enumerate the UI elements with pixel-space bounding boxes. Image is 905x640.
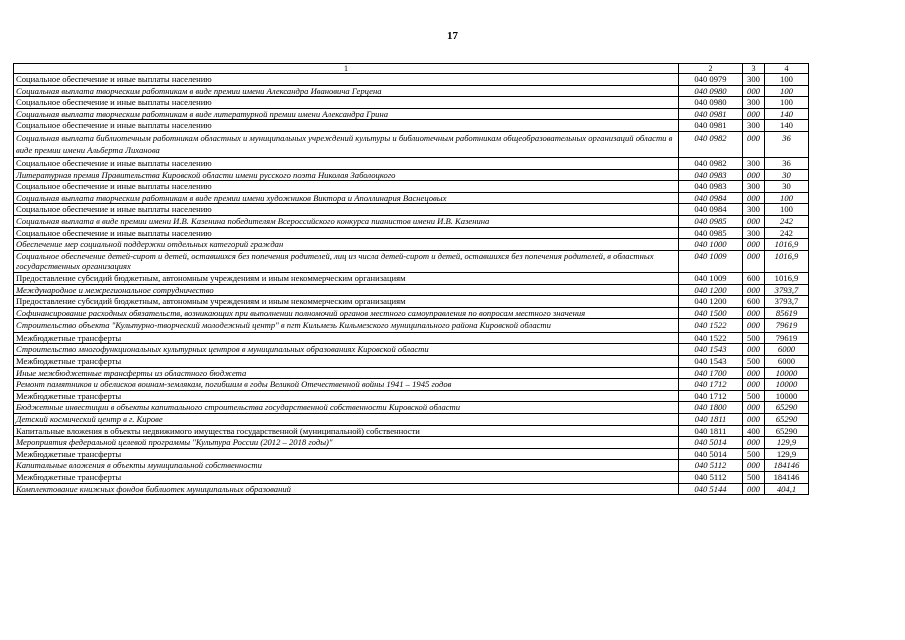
row-name-cell: Международное и межрегиональное сотрудничество (14, 284, 679, 296)
table-row (14, 425, 809, 437)
row-code-cell: 040 0979 (679, 74, 743, 86)
row-name-cell: Строительство объекта "Культурно-творческий молодежный центр" в пгт Кильмезь Кильмезского муниципального района Кировской области (14, 319, 679, 333)
row-code-cell: 040 0980 (679, 85, 743, 97)
row-name-cell: Мероприятия федеральной целевой программы "Культура России (2012 – 2018 годы)" (14, 437, 679, 449)
table-row (14, 367, 809, 379)
row-amount-cell: 36 (765, 157, 809, 169)
row-amount-cell: 79619 (765, 319, 809, 333)
row-name-cell: Социальное обеспечение и иные выплаты населению (14, 74, 679, 86)
row-amount-cell: 30 (765, 181, 809, 193)
table-row (14, 344, 809, 356)
table-row (14, 390, 809, 402)
row-name-cell: Обеспечение мер социальной поддержки отдельных категорий граждан (14, 239, 679, 251)
row-type-cell: 000 (743, 169, 765, 181)
row-type-cell: 300 (743, 204, 765, 216)
row-type-cell: 300 (743, 181, 765, 193)
row-amount-cell: 10000 (765, 390, 809, 402)
row-code-cell: 040 0981 (679, 108, 743, 120)
row-type-cell: 000 (743, 131, 765, 157)
row-type-cell: 000 (743, 413, 765, 425)
row-code-cell: 040 1712 (679, 390, 743, 402)
row-name-cell: Софинансирование расходных обязательств, возникающих при выполнении полномочий органов местного самоуправления по вопросам местного значения (14, 307, 679, 319)
row-type-cell: 000 (743, 192, 765, 204)
row-name-cell: Бюджетные инвестиции в объекты капитального строительства государственной собственности Кировской области (14, 402, 679, 414)
row-type-cell: 300 (743, 97, 765, 109)
row-amount-cell: 1016,9 (765, 272, 809, 284)
row-code-cell: 040 0985 (679, 215, 743, 227)
row-amount-cell: 6000 (765, 344, 809, 356)
table-row (14, 471, 809, 483)
row-name-cell: Социальная выплата библиотечным работникам областных и муниципальных учреждений культуры и библиотечным работникам общеобразовательных организаций области в виде премии имени Альберта Лиханова (14, 131, 679, 157)
row-name-cell: Социальное обеспечение и иные выплаты населению (14, 157, 679, 169)
row-code-cell: 040 0985 (679, 227, 743, 239)
table-row (14, 157, 809, 169)
row-code-cell: 040 0984 (679, 192, 743, 204)
row-code-cell: 040 0983 (679, 181, 743, 193)
row-amount-cell: 36 (765, 131, 809, 157)
row-type-cell: 300 (743, 120, 765, 132)
row-code-cell: 040 1800 (679, 402, 743, 414)
row-amount-cell: 79619 (765, 332, 809, 344)
row-name-cell: Капитальные вложения в объекты недвижимого имущества государственной (муниципальной) собственности (14, 425, 679, 437)
row-type-cell: 000 (743, 108, 765, 120)
row-type-cell: 000 (743, 215, 765, 227)
table-row (14, 307, 809, 319)
row-amount-cell: 100 (765, 204, 809, 216)
row-amount-cell: 184146 (765, 460, 809, 472)
row-name-cell: Социальная выплата творческим работникам в виде литературной премии имени Александра Грина (14, 108, 679, 120)
row-amount-cell: 1016,9 (765, 250, 809, 272)
row-name-cell: Предоставление субсидий бюджетным, автономным учреждениям и иным некоммерческим организациям (14, 272, 679, 284)
row-type-cell: 000 (743, 483, 765, 495)
row-name-cell: Межбюджетные трансферты (14, 332, 679, 344)
row-name-cell: Капитальные вложения в объекты муниципальной собственности (14, 460, 679, 472)
row-type-cell: 500 (743, 332, 765, 344)
row-type-cell: 000 (743, 307, 765, 319)
row-name-cell: Межбюджетные трансферты (14, 448, 679, 460)
table-row (14, 204, 809, 216)
row-code-cell: 040 0982 (679, 131, 743, 157)
row-name-cell: Социальное обеспечение детей-сирот и детей, оставшихся без попечения родителей, лиц из числа детей-сирот и детей, оставшихся без попечения родителей, в областных государственных организациях (14, 250, 679, 272)
row-amount-cell: 6000 (765, 355, 809, 367)
row-name-cell: Социальное обеспечение и иные выплаты населению (14, 97, 679, 109)
row-code-cell: 040 0982 (679, 157, 743, 169)
row-code-cell: 040 1712 (679, 379, 743, 391)
row-name-cell: Предоставление субсидий бюджетным, автономным учреждениям и иным некоммерческим организациям (14, 296, 679, 308)
row-amount-cell: 184146 (765, 471, 809, 483)
row-amount-cell: 3793,7 (765, 296, 809, 308)
table-row (14, 413, 809, 425)
row-code-cell: 040 1000 (679, 239, 743, 251)
row-amount-cell: 65290 (765, 402, 809, 414)
table-body (14, 74, 809, 495)
table-row (14, 272, 809, 284)
page-number: 17 (447, 30, 458, 42)
column-header-name: 1 (14, 64, 679, 74)
table-row (14, 402, 809, 414)
row-code-cell: 040 0981 (679, 120, 743, 132)
row-amount-cell: 100 (765, 85, 809, 97)
row-amount-cell: 100 (765, 74, 809, 86)
row-name-cell: Межбюджетные трансферты (14, 355, 679, 367)
row-type-cell: 400 (743, 425, 765, 437)
table-row (14, 239, 809, 251)
row-amount-cell: 65290 (765, 413, 809, 425)
table-row (14, 192, 809, 204)
row-name-cell: Социальное обеспечение и иные выплаты населению (14, 120, 679, 132)
row-type-cell: 300 (743, 74, 765, 86)
row-name-cell: Ремонт памятников и обелисков воинам-землякам, погибшим в годы Великой Отечественной войны 1941 – 1945 годов (14, 379, 679, 391)
table-row (14, 131, 809, 157)
row-code-cell: 040 1200 (679, 284, 743, 296)
row-code-cell: 040 5112 (679, 471, 743, 483)
row-type-cell: 000 (743, 85, 765, 97)
row-name-cell: Межбюджетные трансферты (14, 390, 679, 402)
row-amount-cell: 10000 (765, 367, 809, 379)
table-row (14, 460, 809, 472)
column-header-amount: 4 (765, 64, 809, 74)
table-row (14, 227, 809, 239)
row-amount-cell: 3793,7 (765, 284, 809, 296)
row-code-cell: 040 1200 (679, 296, 743, 308)
row-amount-cell: 129,9 (765, 437, 809, 449)
table-row (14, 332, 809, 344)
row-code-cell: 040 1543 (679, 355, 743, 367)
row-name-cell: Социальная выплата в виде премии имени И.В. Казенина победителям Всероссийского конкурса пианистов имени И.В. Казенина (14, 215, 679, 227)
row-code-cell: 040 1522 (679, 332, 743, 344)
table-row (14, 108, 809, 120)
row-type-cell: 000 (743, 344, 765, 356)
row-type-cell: 000 (743, 367, 765, 379)
table-row (14, 448, 809, 460)
table-row (14, 319, 809, 333)
row-code-cell: 040 1700 (679, 367, 743, 379)
row-code-cell: 040 5014 (679, 448, 743, 460)
row-code-cell: 040 0984 (679, 204, 743, 216)
column-header-type: 3 (743, 64, 765, 74)
row-code-cell: 040 1522 (679, 319, 743, 333)
table-row (14, 97, 809, 109)
table-row (14, 181, 809, 193)
row-code-cell: 040 1009 (679, 272, 743, 284)
row-amount-cell: 129,9 (765, 448, 809, 460)
row-name-cell: Строительство многофункциональных культурных центров в муниципальных образованиях Кировской области (14, 344, 679, 356)
row-code-cell: 040 5112 (679, 460, 743, 472)
row-type-cell: 000 (743, 402, 765, 414)
row-name-cell: Межбюджетные трансферты (14, 471, 679, 483)
row-name-cell: Комплектование книжных фондов библиотек муниципальных образований (14, 483, 679, 495)
row-amount-cell: 1016,9 (765, 239, 809, 251)
table-row (14, 296, 809, 308)
table-row (14, 250, 809, 272)
row-code-cell: 040 5014 (679, 437, 743, 449)
row-name-cell: Литературная премия Правительства Кировской области имени русского поэта Николая Заболоцкого (14, 169, 679, 181)
row-type-cell: 000 (743, 239, 765, 251)
budget-table (13, 63, 809, 495)
row-type-cell: 300 (743, 157, 765, 169)
row-code-cell: 040 1500 (679, 307, 743, 319)
table-row (14, 74, 809, 86)
row-amount-cell: 100 (765, 192, 809, 204)
row-amount-cell: 140 (765, 108, 809, 120)
table-row (14, 169, 809, 181)
row-name-cell: Социальная выплата творческим работникам в виде премии имени художников Виктора и Аполлинария Васнецовых (14, 192, 679, 204)
row-amount-cell: 100 (765, 97, 809, 109)
row-type-cell: 000 (743, 437, 765, 449)
row-code-cell: 040 1009 (679, 250, 743, 272)
row-type-cell: 500 (743, 448, 765, 460)
row-amount-cell: 140 (765, 120, 809, 132)
row-type-cell: 600 (743, 296, 765, 308)
column-header-code: 2 (679, 64, 743, 74)
row-amount-cell: 242 (765, 227, 809, 239)
row-code-cell: 040 0980 (679, 97, 743, 109)
row-type-cell: 500 (743, 390, 765, 402)
row-code-cell: 040 5144 (679, 483, 743, 495)
table-row (14, 215, 809, 227)
row-code-cell: 040 0983 (679, 169, 743, 181)
table-row (14, 483, 809, 495)
row-type-cell: 000 (743, 460, 765, 472)
row-amount-cell: 404,1 (765, 483, 809, 495)
row-type-cell: 000 (743, 284, 765, 296)
table-row (14, 355, 809, 367)
row-name-cell: Социальное обеспечение и иные выплаты населению (14, 227, 679, 239)
row-name-cell: Детский космический центр в г. Кирове (14, 413, 679, 425)
row-type-cell: 500 (743, 355, 765, 367)
row-code-cell: 040 1811 (679, 425, 743, 437)
row-amount-cell: 10000 (765, 379, 809, 391)
row-type-cell: 000 (743, 250, 765, 272)
table-row (14, 85, 809, 97)
row-type-cell: 000 (743, 379, 765, 391)
row-amount-cell: 30 (765, 169, 809, 181)
row-name-cell: Социальное обеспечение и иные выплаты населению (14, 204, 679, 216)
table-row (14, 120, 809, 132)
row-code-cell: 040 1543 (679, 344, 743, 356)
table-row (14, 284, 809, 296)
row-name-cell: Социальное обеспечение и иные выплаты населению (14, 181, 679, 193)
row-amount-cell: 85619 (765, 307, 809, 319)
row-amount-cell: 65290 (765, 425, 809, 437)
row-type-cell: 600 (743, 272, 765, 284)
row-code-cell: 040 1811 (679, 413, 743, 425)
table-header-row (14, 64, 809, 74)
row-type-cell: 500 (743, 471, 765, 483)
table-row (14, 437, 809, 449)
table-row (14, 379, 809, 391)
row-type-cell: 300 (743, 227, 765, 239)
row-name-cell: Социальная выплата творческим работникам в виде премии имени Александра Ивановича Герцена (14, 85, 679, 97)
row-amount-cell: 242 (765, 215, 809, 227)
row-type-cell: 000 (743, 319, 765, 333)
row-name-cell: Иные межбюджетные трансферты из областного бюджета (14, 367, 679, 379)
